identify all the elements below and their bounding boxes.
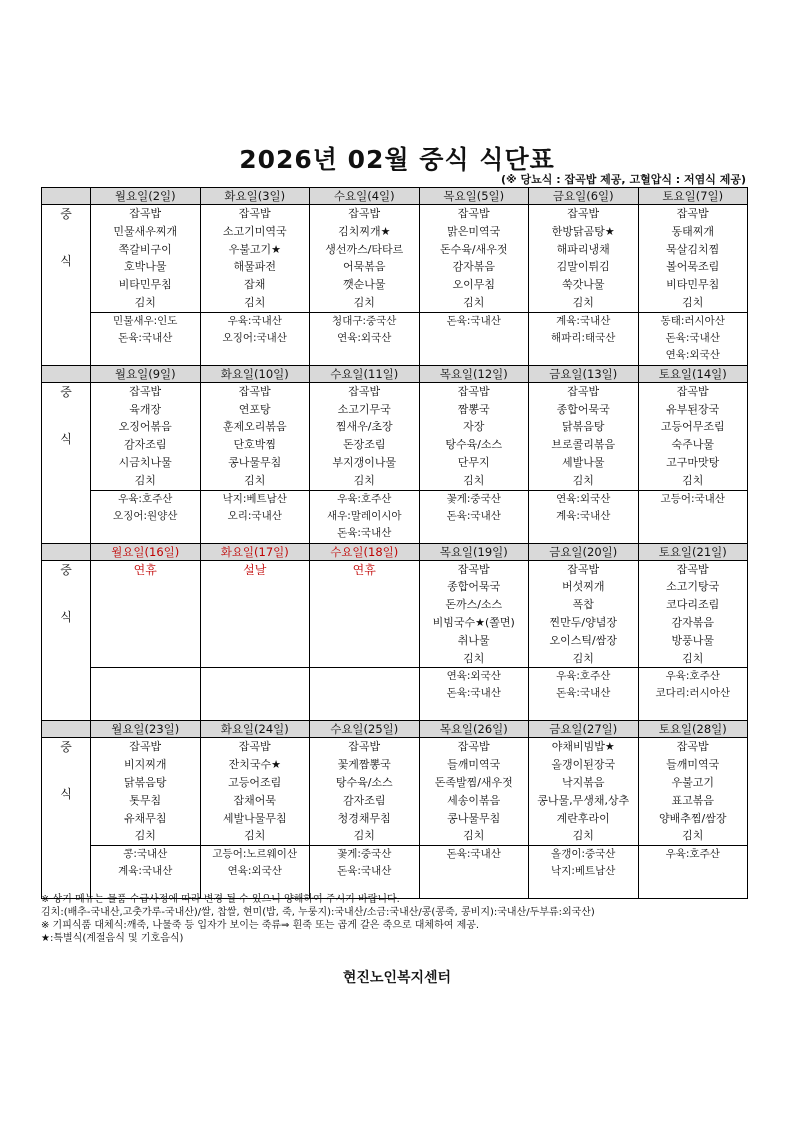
menu-item: 시금치나물	[118, 455, 172, 469]
corner-cell	[42, 721, 91, 738]
menu-item: 잡곡밥	[129, 740, 162, 754]
menu-cell	[200, 382, 310, 490]
notes	[41, 893, 761, 945]
origin-item: 연육:외국산	[665, 348, 720, 361]
day-header: 목요일(26일)	[419, 721, 529, 738]
menu-item: 김치	[572, 829, 594, 843]
meal-label-bottom: 식	[60, 431, 72, 446]
menu-item: 코다리조림	[666, 598, 720, 612]
menu-item: 청경채무침	[337, 811, 391, 825]
menu-item: 들깨미역국	[447, 758, 501, 772]
menu-item: 우불고기★	[228, 242, 281, 256]
meal-label	[42, 205, 91, 366]
menu-item: 잡채어묵	[233, 793, 276, 807]
holiday-cell: 연휴	[310, 560, 420, 668]
menu-item: 김치	[244, 295, 266, 309]
day-header: 수요일(4일)	[310, 188, 420, 205]
menu-item: 김치	[682, 651, 704, 665]
menu-item: 감자조림	[342, 793, 386, 807]
menu-item: 폭찹	[572, 598, 594, 612]
menu-item: 세발나물	[561, 455, 605, 469]
origin-row	[42, 312, 748, 365]
origin-item: 연육:외국산	[556, 492, 611, 505]
menu-item: 잡곡밥	[238, 740, 271, 754]
menu-item: 잡곡밥	[348, 207, 381, 220]
menu-item: 올갱이된장국	[551, 758, 616, 772]
menu-item: 돈족발찜/새우젓	[434, 775, 513, 789]
menu-item: 훈제오리볶음	[222, 420, 287, 434]
origin-item: 돈육:국내산	[556, 687, 611, 700]
origin-item: 연육:외국산	[446, 670, 501, 683]
menu-item: 잡곡밥	[457, 740, 490, 754]
note-line: ※ 기피식품 대체식:깨죽, 나물죽 등 입자가 보이는 죽류⇒ 흰죽 또는 곱게 갈은 죽으로 대체하여 제공.	[41, 920, 480, 931]
day-header: 금요일(27일)	[529, 721, 639, 738]
day-header: 토요일(14일)	[638, 365, 748, 382]
menu-item: 잡곡밥	[457, 384, 490, 398]
origin-cell	[310, 846, 420, 899]
day-header: 월요일(16일)	[91, 543, 201, 560]
origin-cell	[200, 846, 310, 899]
menu-cell	[529, 382, 639, 490]
menu-item: 탕수육/소스	[335, 775, 393, 789]
day-header: 화요일(17일)	[200, 543, 310, 560]
origin-cell	[310, 490, 420, 543]
origin-item: 우육:호주산	[118, 492, 173, 505]
origin-item: 계육:국내산	[556, 509, 611, 522]
holiday-cell: 설날	[200, 560, 310, 668]
menu-item: 묵살김치찜	[666, 242, 720, 256]
menu-cell	[200, 738, 310, 846]
menu-item: 잡곡밥	[348, 740, 381, 754]
origin-cell	[529, 312, 639, 365]
menu-item: 감자볶음	[452, 260, 495, 274]
menu-item: 톳무침	[129, 793, 162, 807]
menu-item: 어묵볶음	[342, 260, 386, 274]
menu-cell	[419, 560, 529, 668]
menu-item: 김치	[682, 829, 704, 843]
menu-item: 감자조림	[123, 438, 167, 452]
day-header: 목요일(19일)	[419, 543, 529, 560]
menu-item: 자장	[463, 420, 485, 434]
menu-item: 잡곡밥	[676, 384, 709, 398]
menu-item: 김치	[463, 473, 485, 487]
menu-item: 닭볶음탕	[123, 775, 167, 789]
menu-item: 비타민무침	[666, 278, 720, 292]
menu-item: 우불고기	[671, 775, 714, 789]
menu-item: 연포탕	[238, 402, 271, 416]
menu-item: 세송이볶음	[447, 793, 501, 807]
menu-item: 오이스틱/쌈장	[549, 633, 617, 647]
menu-cell	[91, 382, 201, 490]
menu-item: 깻순나물	[342, 278, 386, 292]
note-line: ★:특별식(계절음식 및 기호음식)	[41, 933, 184, 944]
menu-item: 꽃게짬뽕국	[337, 758, 391, 772]
menu-cell	[638, 560, 748, 668]
origin-item: 콩:국내산	[123, 848, 168, 861]
menu-item: 찜새우/초장	[335, 420, 393, 434]
meal-label-top: 중	[60, 207, 72, 221]
menu-item: 김치	[353, 829, 375, 843]
day-header: 수요일(25일)	[310, 721, 420, 738]
day-header: 토요일(21일)	[638, 543, 748, 560]
menu-cell	[638, 205, 748, 313]
menu-item: 브로콜리볶음	[551, 438, 616, 452]
origin-item: 오리:국내산	[227, 509, 282, 522]
meal-label	[42, 382, 91, 543]
origin-item: 우육:호주산	[337, 492, 392, 505]
menu-item: 콩나물무침	[447, 811, 501, 825]
menu-item: 유채무침	[123, 811, 167, 825]
menu-item: 소고기무국	[337, 402, 391, 416]
menu-item: 육개장	[129, 402, 162, 416]
meal-label-bottom: 식	[60, 787, 72, 802]
day-header: 토요일(7일)	[638, 188, 748, 205]
menu-item: 잡곡밥	[129, 384, 162, 398]
origin-item: 돈육:국내산	[446, 314, 501, 327]
origin-item: 우육:국내산	[227, 314, 282, 327]
menu-item: 콩나물무침	[228, 455, 282, 469]
origin-item: 코다리:러시아산	[655, 687, 731, 700]
holiday-cell: 연휴	[91, 560, 201, 668]
day-header: 토요일(28일)	[638, 721, 748, 738]
origin-item: 연육:외국산	[227, 865, 282, 878]
origin-item: 우육:호주산	[556, 670, 611, 683]
origin-cell	[638, 846, 748, 899]
menu-cell	[310, 205, 420, 313]
page-title: 2026년 02월 중식 식단표	[239, 145, 555, 174]
menu-item: 김말이튀김	[556, 260, 610, 274]
menu-cell	[200, 205, 310, 313]
origin-cell	[638, 668, 748, 721]
menu-item: 김치	[572, 295, 594, 309]
menu-item: 김치	[572, 473, 594, 487]
note-line: ※ 상기 메뉴는 물품 수급사정에 따라 변경 될 수 있으니 양해하여 주시기 바랍니다.	[41, 894, 400, 905]
organization-name: 현진노인복지센터	[342, 970, 452, 986]
menu-item: 잡곡밥	[676, 562, 709, 576]
origin-item: 계육:국내산	[556, 314, 611, 327]
meal-label-top: 중	[60, 740, 72, 755]
menu-item: 낙지볶음	[561, 775, 605, 789]
origin-item: 돈육:국내산	[446, 687, 501, 700]
origin-item: 돈육:국내산	[337, 865, 392, 878]
menu-table	[41, 187, 748, 899]
origin-cell	[91, 312, 201, 365]
menu-item: 김치	[682, 473, 704, 487]
menu-item: 단무지	[457, 455, 490, 469]
origin-cell	[638, 312, 748, 365]
menu-item: 탕수육/소스	[445, 438, 503, 452]
origin-cell	[200, 668, 310, 721]
menu-cell	[310, 382, 420, 490]
menu-item: 김치	[572, 651, 594, 665]
menu-item: 잡곡밥	[457, 562, 490, 576]
menu-item: 짬뽕국	[457, 402, 490, 416]
origin-cell	[200, 312, 310, 365]
menu-item: 김치	[353, 473, 375, 487]
menu-item: 단호박찜	[233, 438, 276, 452]
menu-cell	[638, 738, 748, 846]
meal-row	[42, 560, 748, 668]
origin-cell	[91, 490, 201, 543]
day-header: 목요일(12일)	[419, 365, 529, 382]
origin-row	[42, 846, 748, 899]
menu-item: 생선까스/타타르	[325, 242, 404, 256]
day-header: 목요일(5일)	[419, 188, 529, 205]
day-header: 월요일(2일)	[91, 188, 201, 205]
menu-item: 해물파전	[233, 260, 276, 274]
menu-item: 김치	[463, 829, 485, 843]
menu-cell	[419, 382, 529, 490]
corner-cell	[42, 188, 91, 205]
day-header: 금요일(20일)	[529, 543, 639, 560]
menu-cell	[419, 205, 529, 313]
menu-item: 김치	[134, 829, 156, 843]
menu-item: 김치찌개★	[338, 224, 391, 238]
meal-label	[42, 560, 91, 721]
menu-item: 소고기탕국	[666, 580, 720, 594]
menu-item: 김치	[134, 473, 156, 487]
diet-note: (※ 당뇨식 : 잡곡밥 제공, 고혈압식 : 저염식 제공)	[500, 173, 746, 186]
menu-item: 잡곡밥	[129, 207, 162, 220]
meal-label-top: 중	[60, 384, 72, 399]
origin-item: 새우:말레이시아	[326, 509, 402, 522]
menu-item: 잡곡밥	[567, 207, 600, 220]
menu-item: 양배추찜/쌈장	[659, 811, 727, 825]
week-header-row	[42, 543, 748, 560]
menu-item: 잔치국수★	[228, 758, 281, 772]
origin-item: 동태:러시아산	[660, 314, 725, 327]
menu-item: 버섯찌개	[561, 580, 605, 594]
corner-cell	[42, 543, 91, 560]
menu-item: 민물새우찌개	[113, 224, 178, 238]
week-header-row	[42, 365, 748, 382]
note-line: 김치:(배추-국내산,고춧가루-국내산)/쌀, 찹쌀, 현미(밥, 죽, 누룽지):국내산/소금:국내산/콩(콩죽, 콩비지):국내산/두부류:외국산)	[41, 907, 595, 918]
menu-item: 볼어묵조림	[666, 260, 720, 274]
menu-item: 동태찌개	[671, 224, 714, 238]
origin-cell	[310, 312, 420, 365]
menu-item: 비빔국수★(쫄면)	[432, 615, 515, 629]
menu-item: 한방닭곰탕★	[551, 224, 615, 238]
origin-item: 오징어:국내산	[222, 331, 287, 344]
origin-item: 돈육:국내산	[337, 526, 392, 539]
origin-row	[42, 490, 748, 543]
menu-item: 오징어볶음	[118, 420, 172, 434]
origin-cell	[91, 846, 201, 899]
day-header: 수요일(18일)	[310, 543, 420, 560]
menu-item: 돈장조림	[342, 438, 386, 452]
week-header-row	[42, 188, 748, 205]
menu-item: 김치	[682, 295, 704, 309]
menu-item: 유부된장국	[666, 402, 720, 416]
menu-item: 소고기미역국	[222, 224, 287, 238]
origin-item: 민물새우:인도	[113, 314, 178, 327]
origin-cell	[419, 312, 529, 365]
origin-cell	[529, 846, 639, 899]
origin-item: 연육:외국산	[337, 331, 392, 344]
meal-label-bottom: 식	[60, 609, 72, 624]
menu-item: 방풍나물	[671, 633, 714, 647]
menu-item: 잡곡밥	[676, 207, 709, 220]
menu-cell	[529, 560, 639, 668]
origin-cell	[91, 668, 201, 721]
menu-item: 표고볶음	[671, 793, 714, 807]
menu-item: 맑은미역국	[447, 224, 501, 238]
day-header: 수요일(11일)	[310, 365, 420, 382]
meal-row	[42, 205, 748, 313]
origin-item: 꽃게:중국산	[446, 492, 501, 505]
menu-cell	[91, 205, 201, 313]
origin-cell	[529, 490, 639, 543]
origin-item: 꽃게:중국산	[337, 848, 392, 861]
menu-item: 해파리냉채	[556, 242, 610, 256]
day-header: 화요일(10일)	[200, 365, 310, 382]
menu-item: 돈수육/새우젓	[440, 242, 508, 256]
origin-cell	[419, 490, 529, 543]
origin-cell	[638, 490, 748, 543]
menu-cell	[638, 382, 748, 490]
origin-cell	[200, 490, 310, 543]
menu-item: 쪽갈비구이	[118, 242, 172, 256]
menu-item: 감자볶음	[671, 615, 714, 629]
day-header: 금요일(6일)	[529, 188, 639, 205]
origin-item: 우육:호주산	[665, 670, 720, 683]
meal-label-bottom: 식	[60, 254, 72, 268]
menu-item: 들깨미역국	[666, 758, 720, 772]
menu-item: 야채비빔밥★	[551, 740, 615, 754]
menu-item: 잡채	[244, 278, 266, 292]
menu-cell	[529, 205, 639, 313]
meal-label	[42, 738, 91, 899]
menu-item: 잡곡밥	[348, 384, 381, 398]
day-header: 화요일(24일)	[200, 721, 310, 738]
menu-item: 잡곡밥	[567, 562, 600, 576]
origin-cell	[419, 846, 529, 899]
origin-cell	[529, 668, 639, 721]
menu-item: 잡곡밥	[238, 384, 271, 398]
meal-label-top: 중	[60, 562, 72, 577]
origin-cell	[419, 668, 529, 721]
menu-item: 콩나물,무생채,상추	[537, 793, 630, 807]
menu-cell	[91, 738, 201, 846]
menu-item: 돈까스/소스	[445, 598, 503, 612]
meal-row	[42, 738, 748, 846]
menu-item: 오이무침	[452, 278, 495, 292]
origin-item: 해파리:태국산	[551, 331, 616, 344]
menu-item: 세발나물무침	[222, 811, 287, 825]
menu-item: 김치	[134, 295, 156, 309]
menu-item: 종합어묵국	[447, 580, 501, 594]
origin-item: 고등어:국내산	[660, 492, 725, 505]
day-header: 월요일(23일)	[91, 721, 201, 738]
origin-cell	[310, 668, 420, 721]
origin-item: 오징어:원양산	[113, 509, 178, 522]
origin-item: 돈육:국내산	[665, 331, 720, 344]
menu-cell	[419, 738, 529, 846]
meal-row	[42, 382, 748, 490]
menu-item: 김치	[463, 295, 485, 309]
origin-row	[42, 668, 748, 721]
origin-item: 낙지:베트남산	[222, 492, 287, 505]
origin-item: 돈육:국내산	[446, 509, 501, 522]
menu-item: 쑥갓나물	[561, 278, 605, 292]
week-header-row	[42, 721, 748, 738]
menu-item: 잡곡밥	[567, 384, 600, 398]
origin-item: 고등어:노르웨이산	[212, 848, 298, 861]
menu-item: 비타민무침	[118, 278, 172, 292]
menu-item: 취나물	[457, 633, 490, 647]
menu-item: 숙주나물	[671, 438, 714, 452]
menu-item: 잡곡밥	[457, 207, 490, 220]
menu-item: 잡곡밥	[238, 207, 271, 220]
menu-item: 고등어조림	[228, 775, 282, 789]
origin-item: 우육:호주산	[665, 848, 720, 861]
menu-item: 닭볶음탕	[561, 420, 605, 434]
origin-item: 돈육:국내산	[118, 331, 173, 344]
day-header: 화요일(3일)	[200, 188, 310, 205]
menu-item: 종합어묵국	[556, 402, 610, 416]
origin-item: 돈육:국내산	[446, 848, 501, 861]
corner-cell	[42, 365, 91, 382]
menu-cell	[310, 738, 420, 846]
menu-item: 호박나물	[123, 260, 167, 274]
origin-item: 청대구:중국산	[332, 314, 397, 327]
menu-item: 김치	[353, 295, 375, 309]
origin-item: 올갱이:중국산	[551, 848, 616, 861]
menu-item: 잡곡밥	[676, 740, 709, 754]
origin-item: 낙지:베트남산	[551, 865, 616, 878]
menu-item: 부지갱이나물	[332, 455, 397, 469]
menu-item: 김치	[463, 651, 485, 665]
day-header: 월요일(9일)	[91, 365, 201, 382]
menu-item: 김치	[244, 473, 266, 487]
day-header: 금요일(13일)	[529, 365, 639, 382]
menu-cell	[529, 738, 639, 846]
menu-item: 찐만두/양념장	[549, 615, 617, 629]
menu-item: 고구마맛탕	[666, 455, 720, 469]
menu-item: 김치	[244, 829, 266, 843]
origin-item: 계육:국내산	[118, 865, 173, 878]
menu-item: 비지찌개	[123, 758, 167, 772]
menu-item: 고등어무조림	[660, 420, 725, 434]
menu-item: 계란후라이	[556, 811, 610, 825]
